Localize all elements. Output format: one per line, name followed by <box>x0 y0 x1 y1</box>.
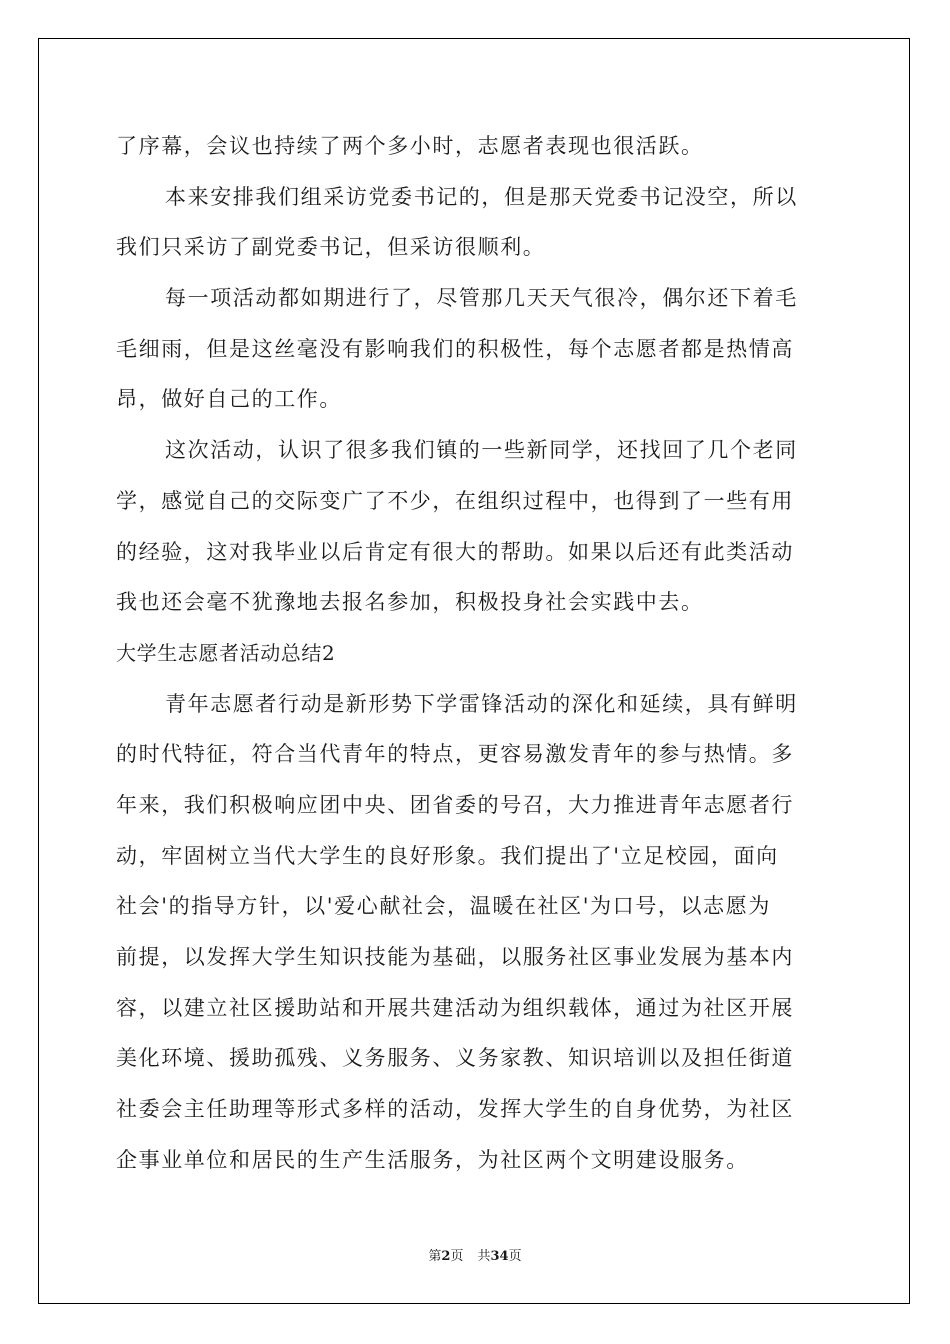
text-line: 学，感觉自己的交际变广了不少，在组织过程中，也得到了一些有用 <box>116 488 794 513</box>
text-line: 社会'的指导方针，以'爱心献社会，温暖在社区'为口号，以志愿为 <box>116 894 771 919</box>
page-suffix: 页 <box>450 1249 464 1264</box>
page-number: 2 <box>441 1249 451 1264</box>
page-prefix: 第 <box>428 1249 442 1264</box>
document-body <box>116 121 832 1185</box>
text-line: 毛细雨，但是这丝毫没有影响我们的积极性，每个志愿者都是热情高 <box>116 336 794 361</box>
text-line: 本来安排我们组采访党委书记的，但是那天党委书记没空，所以 <box>165 184 798 209</box>
text-line: 容，以建立社区援助站和开展共建活动为组织载体，通过为社区开展 <box>116 995 794 1020</box>
text-line: 的时代特征，符合当代青年的特点，更容易激发青年的参与热情。多 <box>116 742 794 767</box>
text-line: 每一项活动都如期进行了，尽管那几天天气很冷，偶尔还下着毛 <box>165 286 798 311</box>
total-prefix: 共 <box>477 1249 491 1264</box>
text-line: 这次活动，认识了很多我们镇的一些新同学，还找回了几个老同 <box>165 438 798 463</box>
section-heading: 大学生志愿者活动总结2 <box>116 640 336 665</box>
text-line: 动，牢固树立当代大学生的良好形象。我们提出了'立足校园，面向 <box>116 843 779 868</box>
text-line: 年来，我们积极响应团中央、团省委的号召，大力推进青年志愿者行 <box>116 792 794 817</box>
text-line: 企事业单位和居民的生产生活服务，为社区两个文明建设服务。 <box>116 1147 749 1172</box>
text-line: 前提，以发挥大学生知识技能为基础，以服务社区事业发展为基本内 <box>116 945 794 969</box>
text-line: 我也还会毫不犹豫地去报名参加，积极投身社会实践中去。 <box>116 590 704 615</box>
text-line: 了序幕，会议也持续了两个多小时，志愿者表现也很活跃。 <box>116 134 704 158</box>
page-footer <box>0 1245 950 1264</box>
total-pages: 34 <box>490 1249 509 1264</box>
text-line: 社委会主任助理等形式多样的活动，发挥大学生的自身优势，为社区 <box>116 1097 794 1122</box>
text-line: 的经验，这对我毕业以后肯定有很大的帮助。如果以后还有此类活动 <box>116 539 794 564</box>
text-line: 昂，做好自己的工作。 <box>116 387 342 412</box>
text-line: 我们只采访了副党委书记，但采访很顺利。 <box>116 235 546 260</box>
total-suffix: 页 <box>508 1249 522 1264</box>
text-line: 美化环境、援助孤残、义务服务、义务家教、知识培训以及担任街道 <box>116 1046 794 1071</box>
text-line: 青年志愿者行动是新形势下学雷锋活动的深化和延续，具有鲜明 <box>165 691 798 716</box>
